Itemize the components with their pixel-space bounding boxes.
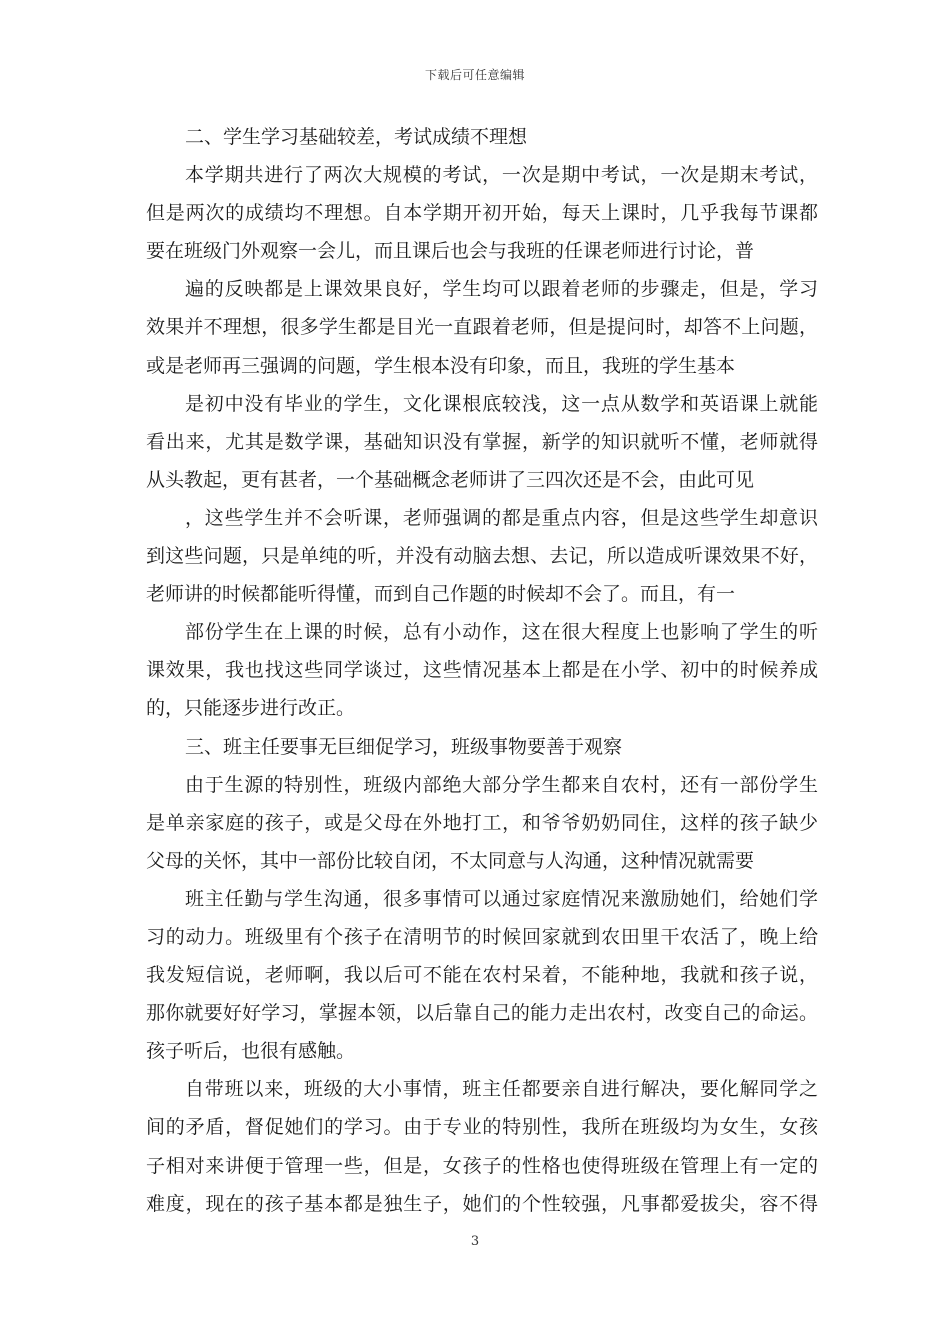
text-line: 难度，现在的孩子基本都是独生子，她们的个性较强，凡事都爱拔尖，容不得 (146, 1192, 818, 1215)
text-line: 三、班主任要事无巨细促学习，班级事物要善于观察 (185, 735, 623, 758)
text-line: 孩子听后，也很有感触。 (146, 1040, 356, 1063)
text-line: 效果并不理想，很多学生都是目光一直跟着老师，但是提问时，却答不上问题， (146, 316, 818, 339)
text-line: 从头教起，更有甚者，一个基础概念老师讲了三四次还是不会，由此可见 (146, 468, 755, 491)
text-line: 习的动力。班级里有个孩子在清明节的时候回家就到农田里干农活了，晚上给 (146, 925, 818, 948)
text-line: 到这些问题，只是单纯的听，并没有动脑去想、去记，所以造成听课效果不好， (146, 545, 818, 568)
text-line: 本学期共进行了两次大规模的考试，一次是期中考试，一次是期末考试， (185, 164, 818, 187)
text-line: 间的矛盾，督促她们的学习。由于专业的特别性，我所在班级均为女生，女孩 (146, 1116, 818, 1139)
text-line: 课效果，我也找这些同学谈过，这些情况基本上都是在小学、初中的时候养成 (146, 659, 818, 682)
text-line: 看出来，尤其是数学课，基础知识没有掌握，新学的知识就听不懂，老师就得 (146, 430, 818, 453)
page-header: 下载后可任意编辑 (424, 68, 525, 82)
text-line: 由于生源的特别性，班级内部绝大部分学生都来自农村，还有一部份学生 (185, 773, 818, 796)
document-body (146, 118, 818, 1223)
text-line: 老师讲的时候都能听得懂，而到自己作题的时候却不会了。而且，有一 (146, 583, 736, 606)
text-line: 那你就要好好学习，掌握本领，以后靠自己的能力走出农村，改变自己的命运。 (146, 1002, 818, 1025)
text-line: 但是两次的成绩均不理想。自本学期开初开始，每天上课时，几乎我每节课都 (146, 202, 818, 225)
text-line: 自带班以来，班级的大小事情，班主任都要亲自进行解决，要化解同学之 (185, 1078, 818, 1101)
page-number: 3 (470, 1234, 480, 1249)
text-line: 是单亲家庭的孩子，或是父母在外地打工，和爷爷奶奶同住，这样的孩子缺少 (146, 811, 818, 834)
text-line: 班主任勤与学生沟通，很多事情可以通过家庭情况来激励她们，给她们学 (185, 887, 818, 910)
text-line: 是初中没有毕业的学生，文化课根底较浅，这一点从数学和英语课上就能 (185, 392, 818, 415)
text-line: 部份学生在上课的时候，总有小动作，这在很大程度上也影响了学生的听 (185, 621, 818, 644)
text-line: 我发短信说，老师啊，我以后可不能在农村呆着，不能种地，我就和孩子说， (146, 964, 818, 987)
text-line: 要在班级门外观察一会儿，而且课后也会与我班的任课老师进行讨论，普 (146, 240, 755, 263)
text-line: 遍的反映都是上课效果良好，学生均可以跟着老师的步骤走，但是，学习 (185, 278, 818, 301)
text-line: ，这些学生并不会听课，老师强调的都是重点内容，但是这些学生却意识 (185, 506, 818, 529)
text-line: 父母的关怀，其中一部份比较自闭，不太同意与人沟通，这种情况就需要 (146, 849, 755, 872)
text-line: 或是老师再三强调的问题，学生根本没有印象，而且，我班的学生基本 (146, 354, 736, 377)
text-line: 子相对来讲便于管理一些，但是，女孩子的性格也使得班级在管理上有一定的 (146, 1154, 818, 1177)
text-line: 二、学生学习基础较差，考试成绩不理想 (185, 126, 528, 148)
text-line: 的，只能逐步进行改正。 (146, 697, 356, 720)
